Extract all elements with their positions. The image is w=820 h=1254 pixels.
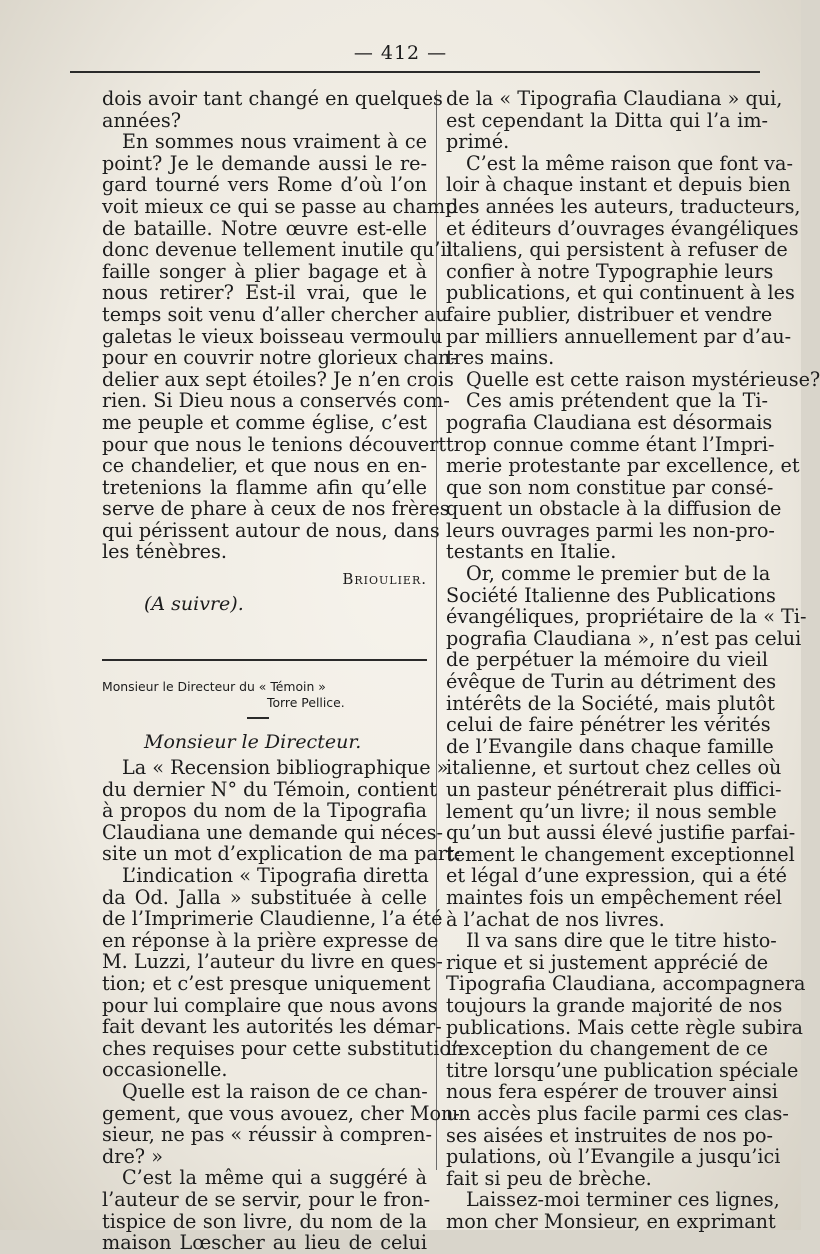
text-line: intérêts de la Société, mais plutôt — [446, 691, 775, 715]
text-line: pour lui complaire que nous avons — [102, 993, 438, 1017]
left-column — [102, 87, 464, 1254]
text-line: occasionelle. — [102, 1058, 228, 1082]
text-line: da Od. Jalla » substituée à celle — [102, 885, 427, 909]
text-line: publications, et qui continuent à les — [446, 281, 795, 305]
text-line: que son nom constitue par consé- — [446, 475, 774, 499]
text-line: rique et si justement apprécié de — [446, 950, 769, 974]
text-line: l’exception du changement de ce — [446, 1037, 768, 1061]
text-line: pour en couvrir notre glorieux chan- — [102, 346, 457, 370]
right-column — [446, 87, 820, 1233]
text-line: Ces amis prétendent que la Ti- — [466, 389, 768, 413]
text-line: évangéliques, propriétaire de la « Ti- — [446, 605, 807, 629]
text-line: Société Italienne des Publications — [446, 583, 776, 607]
text-line: maintes fois un empêchement réel — [446, 885, 783, 909]
text-line: C’est la même raison que font va- — [466, 151, 793, 175]
text-line: testants en Italie. — [446, 540, 617, 564]
text-line: gement, que vous avouez, cher Mon- — [102, 1101, 460, 1125]
text-line: tretenions la flamme afin qu’elle — [102, 475, 427, 499]
text-line: les ténèbres. — [102, 540, 227, 564]
text-line: à l’achat de nos livres. — [446, 907, 665, 931]
text-line: Quelle est cette raison mystérieuse? — [466, 367, 820, 391]
text-line: me peuple et comme église, c’est — [102, 410, 427, 434]
text-line: temps soit venu d’aller chercher au — [102, 302, 448, 326]
text-line: merie protestante par excellence, et — [446, 454, 800, 478]
text-line: pulations, où l’Evangile a jusqu’ici — [446, 1145, 781, 1169]
text-line: de l’Imprimerie Claudienne, l’a été — [102, 907, 443, 931]
short-divider — [247, 717, 269, 719]
text-line: tement le changement exceptionnel — [446, 842, 795, 866]
text-line: ches requises pour cette substitution — [102, 1036, 464, 1060]
letter-addressee: Monsieur le Directeur du « Témoin » — [102, 679, 326, 695]
text-line: de l’Evangile dans chaque famille — [446, 734, 774, 758]
text-line: fait devant les autorités les démar- — [102, 1015, 442, 1039]
text-line: années? — [102, 108, 181, 132]
text-line: publications. Mais cette règle subira — [446, 1015, 803, 1039]
text-line: italienne, et surtout chez celles où — [446, 756, 782, 780]
text-line: de la « Tipografia Claudiana » qui, — [446, 87, 783, 110]
text-line: confier à notre Typographie leurs — [446, 259, 774, 283]
text-line: faire publier, distribuer et vendre — [446, 302, 773, 326]
text-line: un pasteur pénétrerait plus diffici- — [446, 778, 782, 801]
text-line: et légal d’une expression, qui a été — [446, 864, 787, 888]
text-line: un accès plus facile parmi ces clas- — [446, 1101, 789, 1125]
text-line: toujours la grande majorité de nos — [446, 993, 783, 1017]
page-number: — 412 — — [353, 42, 448, 64]
text-line: ses aisées et instruites de nos po- — [446, 1123, 774, 1147]
text-line: quent un obstacle à la diffusion de — [446, 497, 782, 521]
text-line: mon cher Monsieur, en exprimant — [446, 1209, 776, 1233]
text-line: donc devenue tellement inutile qu’il — [102, 238, 453, 262]
text-line: tispice de son livre, du nom de la — [102, 1209, 427, 1233]
text-line: ce chandelier, et que nous en en- — [102, 454, 427, 478]
text-line: pografia Claudiana est désormais — [446, 410, 773, 434]
text-line: leurs ouvrages parmi les non-pro- — [446, 518, 775, 542]
text-line: M. Luzzi, l’auteur du livre en ques- — [102, 950, 443, 974]
text-line: La « Recension bibliographique » — [122, 756, 449, 780]
text-line: point? Je le demande aussi le re- — [102, 151, 427, 175]
text-line: italiens, qui persistent à refuser de — [446, 238, 788, 262]
text-line: L’indication « Tipografia diretta — [122, 864, 429, 888]
letter-addressee-place: Torre Pellice. — [267, 695, 345, 711]
text-line: gard tourné vers Rome d’où l’on — [102, 173, 427, 197]
text-line: titre lorsqu’une publication spéciale — [446, 1058, 799, 1082]
to-be-continued: (A suivre). — [144, 593, 244, 616]
text-line: fait si peu de brèche. — [446, 1166, 652, 1190]
letter-salutation: Monsieur le Directeur. — [144, 731, 362, 754]
text-line: Claudiana une demande qui néces- — [102, 820, 443, 844]
section-divider — [102, 659, 427, 661]
header-rule — [70, 71, 760, 73]
text-line: du dernier N° du Témoin, contient — [102, 777, 437, 801]
letter-body-continued — [446, 87, 820, 1233]
text-line: Laissez-moi terminer ces lignes, — [466, 1188, 780, 1212]
text-line: primé. — [446, 130, 510, 154]
text-line: pografia Claudiana », n’est pas celui — [446, 626, 802, 650]
article-ending — [102, 87, 458, 564]
text-line: pour que nous le tenions découvert — [102, 432, 447, 456]
text-line: lement qu’un livre; il nous semble — [446, 799, 777, 823]
text-line: est cependant la Ditta qui l’a im- — [446, 108, 768, 132]
text-line: de bataille. Notre œuvre est-elle — [102, 216, 427, 240]
text-line: nous retirer? Est-il vrai, que le — [102, 281, 427, 305]
text-line: évêque de Turin au détriment des — [446, 670, 777, 694]
text-line: par milliers annuellement par d’au- — [446, 324, 792, 348]
text-line: de perpétuer la mémoire du vieil — [446, 648, 768, 672]
text-line: trop connue comme étant l’Impri- — [446, 432, 775, 456]
text-line: des années les auteurs, traducteurs, — [446, 194, 801, 218]
text-line: et éditeurs d’ouvrages évangéliques — [446, 216, 799, 240]
text-line: maison Lœscher au lieu de celui — [102, 1231, 427, 1254]
text-line: loir à chaque instant et depuis bien — [446, 173, 791, 197]
text-line: rien. Si Dieu nous a conservés com- — [102, 389, 450, 413]
text-line: celui de faire pénétrer les vérités — [446, 713, 771, 737]
text-line: Il va sans dire que le titre histo- — [466, 929, 777, 953]
text-line: tres mains. — [446, 346, 555, 370]
text-line: sieur, ne pas « réussir à compren- — [102, 1123, 432, 1147]
text-line: faille songer à plier bagage et à — [102, 259, 427, 283]
author-signature: Brioulier. — [342, 570, 427, 589]
text-line: delier aux sept étoiles? Je n’en crois — [102, 367, 454, 391]
text-line: voit mieux ce qui se passe au champ — [102, 194, 458, 218]
text-line: en réponse à la prière expresse de — [102, 928, 439, 952]
text-line: Or, comme le premier but de la — [466, 562, 771, 586]
text-line: nous fera espérer de trouver ainsi — [446, 1080, 778, 1104]
text-line: dre? » — [102, 1144, 163, 1168]
text-line: l’auteur de se servir, pour le fron- — [102, 1187, 431, 1211]
text-line: C’est la même qui a suggéré à — [122, 1166, 427, 1190]
text-line: En sommes nous vraiment à ce — [122, 130, 427, 154]
text-line: serve de phare à ceux de nos frères — [102, 497, 450, 521]
text-line: à propos du nom de la Tipografia — [102, 799, 427, 823]
text-line: dois avoir tant changé en quelques — [102, 87, 443, 110]
text-line: qui périssent autour de nous, dans — [102, 518, 440, 542]
text-line: galetas le vieux boisseau vermoulu — [102, 324, 443, 348]
text-line: Quelle est la raison de ce chan- — [122, 1079, 428, 1103]
text-line: tion; et c’est presque uniquement — [102, 972, 431, 995]
text-line: site un mot d’explication de ma part: — [102, 842, 462, 866]
text-line: Tipografia Claudiana, accompagnera — [446, 972, 806, 996]
text-line: qu’un but aussi élevé justifie parfai- — [446, 821, 796, 845]
letter-body — [102, 756, 464, 1254]
